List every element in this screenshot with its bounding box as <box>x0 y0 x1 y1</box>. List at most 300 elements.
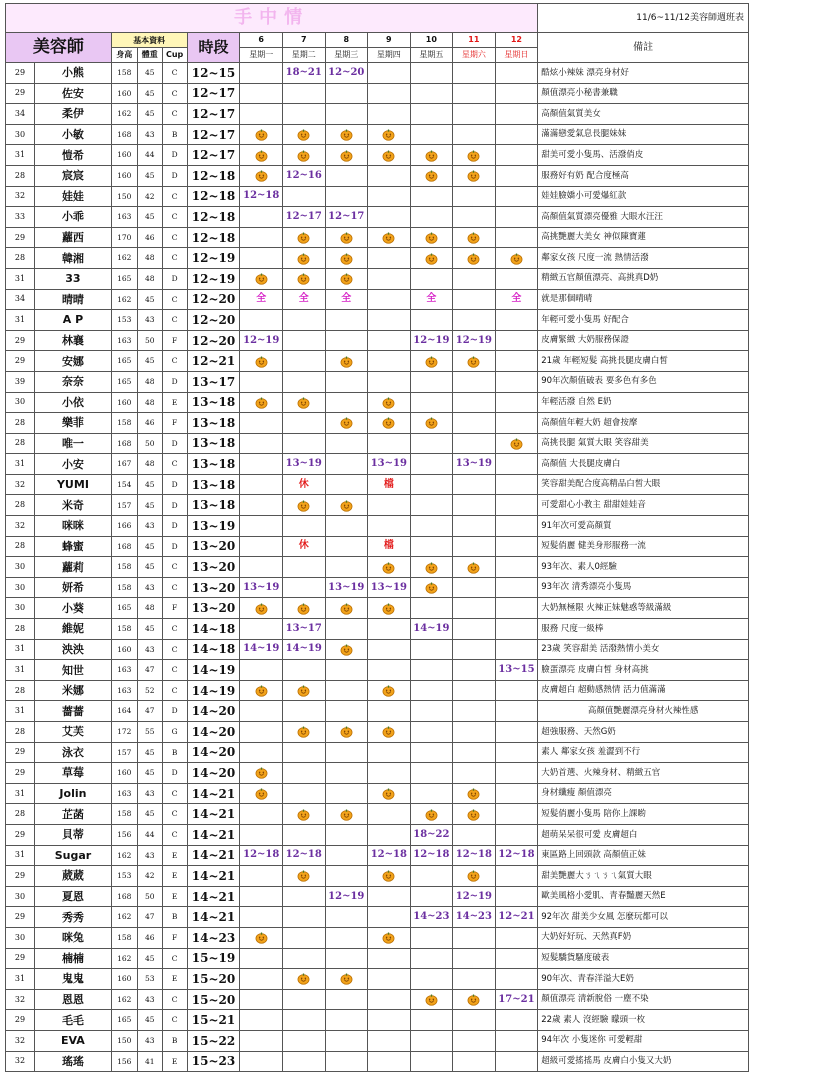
height-cell: 158 <box>111 557 137 578</box>
weight-cell: 45 <box>137 1010 162 1031</box>
shift-pumpkin-cell <box>410 557 453 578</box>
height-cell: 166 <box>111 516 137 537</box>
table-row <box>6 845 749 866</box>
shift-empty-cell <box>495 927 538 948</box>
time-cell: 14~23 <box>187 927 240 948</box>
shift-empty-cell <box>240 310 283 331</box>
height-cell: 168 <box>111 536 137 557</box>
shift-empty-cell <box>368 1051 411 1072</box>
pumpkin-icon <box>255 396 268 409</box>
table-row <box>6 474 749 495</box>
note-cell: 22歲 素人 沒經驗 矇頭一枚 <box>538 1010 749 1031</box>
age-cell: 28 <box>6 619 35 640</box>
shift-pumpkin-cell <box>453 783 496 804</box>
cup-cell: C <box>162 83 187 104</box>
pumpkin-icon <box>467 869 480 882</box>
cup-cell: C <box>162 557 187 578</box>
shift-empty-cell <box>368 989 411 1010</box>
age-cell: 29 <box>6 83 35 104</box>
pumpkin-icon <box>382 396 395 409</box>
shift-empty-cell <box>368 495 411 516</box>
shift-empty-cell <box>282 371 325 392</box>
shift-empty-cell <box>410 742 453 763</box>
shift-empty-cell <box>495 330 538 351</box>
pumpkin-icon <box>382 787 395 800</box>
name-cell: 奈奈 <box>35 371 112 392</box>
shift-empty-cell <box>240 619 283 640</box>
table-row <box>6 783 749 804</box>
name-cell: YUMI <box>35 474 112 495</box>
shift-pumpkin-cell <box>240 165 283 186</box>
cup-cell: D <box>162 495 187 516</box>
weight-cell: 43 <box>137 516 162 537</box>
shift-empty-cell <box>495 145 538 166</box>
shift-empty-cell <box>495 866 538 887</box>
shift-empty-cell <box>453 289 496 310</box>
height-cell: 165 <box>111 1010 137 1031</box>
note-cell: 歐美風格小愛肌、青春豔麗天然E <box>538 886 749 907</box>
shift-empty-cell <box>240 701 283 722</box>
cup-cell: F <box>162 413 187 434</box>
table-row <box>6 186 749 207</box>
shift-empty-cell <box>495 83 538 104</box>
table-row <box>6 824 749 845</box>
note-cell: 甜美艷麗大ㄋㄟㄋㄟ氣質大眼 <box>538 866 749 887</box>
shift-empty-cell <box>495 763 538 784</box>
note-cell: 臉蛋漂亮 皮膚白皙 身材高挑 <box>538 660 749 681</box>
pumpkin-icon <box>255 355 268 368</box>
height-cell: 162 <box>111 248 137 269</box>
shift-pumpkin-cell <box>368 598 411 619</box>
age-cell: 29 <box>6 907 35 928</box>
shift-empty-cell <box>410 866 453 887</box>
table-row <box>6 763 749 784</box>
pumpkin-icon <box>382 561 395 574</box>
time-cell: 12~19 <box>187 268 240 289</box>
pumpkin-icon <box>382 869 395 882</box>
time-header: 時段 <box>187 33 240 63</box>
shift-pumpkin-cell <box>410 227 453 248</box>
shift-empty-cell <box>453 722 496 743</box>
age-cell: 34 <box>6 289 35 310</box>
name-cell: 韓湘 <box>35 248 112 269</box>
age-cell: 32 <box>6 186 35 207</box>
note-cell: 甜美可愛小隻馬、活潑俏皮 <box>538 145 749 166</box>
shift-empty-cell <box>495 804 538 825</box>
date-header: 12 <box>495 33 538 48</box>
cup-cell: C <box>162 104 187 125</box>
cup-cell: C <box>162 619 187 640</box>
age-cell: 31 <box>6 454 35 475</box>
time-cell: 14~21 <box>187 804 240 825</box>
shift-pumpkin-cell <box>453 804 496 825</box>
time-cell: 12~19 <box>187 248 240 269</box>
name-cell: 貝蒂 <box>35 824 112 845</box>
shift-empty-cell <box>453 371 496 392</box>
shift-pumpkin-cell <box>453 557 496 578</box>
shift-pumpkin-cell <box>282 495 325 516</box>
weekday-header: 星期一 <box>240 48 283 63</box>
weight-cell: 45 <box>137 763 162 784</box>
weight-cell: 43 <box>137 989 162 1010</box>
pumpkin-icon <box>382 725 395 738</box>
shift-empty-cell <box>282 330 325 351</box>
time-cell: 13~20 <box>187 536 240 557</box>
shift-time-cell: 13~17 <box>282 619 325 640</box>
time-cell: 13~18 <box>187 495 240 516</box>
weight-cell: 42 <box>137 186 162 207</box>
height-cell: 160 <box>111 392 137 413</box>
shift-empty-cell <box>453 433 496 454</box>
shift-empty-cell <box>282 351 325 372</box>
note-cell: 服務 尺度一級棒 <box>538 619 749 640</box>
shift-empty-cell <box>453 83 496 104</box>
weight-cell: 45 <box>137 557 162 578</box>
shift-time-cell: 12~16 <box>282 165 325 186</box>
shift-time-cell: 14~19 <box>240 639 283 660</box>
height-cell: 160 <box>111 83 137 104</box>
note-cell: 鄰家女孩 尺度一流 熱情活潑 <box>538 248 749 269</box>
time-cell: 14~18 <box>187 639 240 660</box>
age-cell: 29 <box>6 63 35 84</box>
table-row <box>6 969 749 990</box>
age-cell: 28 <box>6 722 35 743</box>
shift-empty-cell <box>410 639 453 660</box>
shift-pumpkin-cell <box>282 248 325 269</box>
table-row <box>6 351 749 372</box>
note-cell: 酷炫小辣妹 漂亮身材好 <box>538 63 749 84</box>
shift-empty-cell <box>495 824 538 845</box>
shift-empty-cell <box>368 207 411 228</box>
weight-cell: 41 <box>137 1051 162 1072</box>
shift-empty-cell <box>368 186 411 207</box>
shift-pumpkin-cell <box>282 680 325 701</box>
shift-empty-cell <box>410 207 453 228</box>
weight-cell: 45 <box>137 742 162 763</box>
pumpkin-icon <box>382 128 395 141</box>
height-cell: 164 <box>111 701 137 722</box>
table-row <box>6 454 749 475</box>
shift-pumpkin-cell <box>325 413 368 434</box>
shift-empty-cell <box>368 63 411 84</box>
table-row <box>6 577 749 598</box>
pumpkin-icon <box>340 231 353 244</box>
time-cell: 13~18 <box>187 454 240 475</box>
pumpkin-icon <box>255 602 268 615</box>
table-row <box>6 289 749 310</box>
name-cell: 蘿莉 <box>35 557 112 578</box>
height-cell: 165 <box>111 371 137 392</box>
shift-empty-cell <box>453 680 496 701</box>
time-cell: 15~19 <box>187 948 240 969</box>
time-cell: 15~21 <box>187 1010 240 1031</box>
date-header: 7 <box>282 33 325 48</box>
height-cell: 163 <box>111 660 137 681</box>
shift-pumpkin-cell <box>368 227 411 248</box>
shift-pumpkin-cell <box>368 392 411 413</box>
shift-pumpkin-cell <box>453 165 496 186</box>
height-cell: 160 <box>111 969 137 990</box>
name-cell: 夏恩 <box>35 886 112 907</box>
shift-pumpkin-cell <box>240 124 283 145</box>
note-cell: 93年次 清秀漂亮小隻馬 <box>538 577 749 598</box>
weekday-header: 星期五 <box>410 48 453 63</box>
pumpkin-icon <box>340 725 353 738</box>
shift-pumpkin-cell <box>495 433 538 454</box>
age-cell: 31 <box>6 969 35 990</box>
shift-empty-cell <box>282 413 325 434</box>
height-cell: 162 <box>111 104 137 125</box>
table-row <box>6 392 749 413</box>
shift-pumpkin-cell <box>368 722 411 743</box>
shift-empty-cell <box>368 165 411 186</box>
weight-cell: 46 <box>137 227 162 248</box>
cup-cell: F <box>162 330 187 351</box>
shift-empty-cell <box>368 371 411 392</box>
pumpkin-icon <box>425 169 438 182</box>
weekday-header: 星期日 <box>495 48 538 63</box>
shift-empty-cell <box>282 763 325 784</box>
height-cell: 156 <box>111 824 137 845</box>
weight-cell: 45 <box>137 63 162 84</box>
shift-pumpkin-cell <box>368 866 411 887</box>
weight-cell: 45 <box>137 207 162 228</box>
weight-cell: 48 <box>137 598 162 619</box>
shift-empty-cell <box>240 907 283 928</box>
shift-empty-cell <box>282 948 325 969</box>
cup-cell: E <box>162 969 187 990</box>
pumpkin-icon <box>425 149 438 162</box>
shift-empty-cell <box>410 763 453 784</box>
shift-pumpkin-cell <box>325 268 368 289</box>
name-cell: 33 <box>35 268 112 289</box>
shift-empty-cell <box>325 866 368 887</box>
note-cell: 高顏值氣質漂亮優雅 大眼水汪汪 <box>538 207 749 228</box>
name-cell: 維妮 <box>35 619 112 640</box>
table-row <box>6 104 749 125</box>
table-row <box>6 1051 749 1072</box>
time-cell: 12~18 <box>187 186 240 207</box>
age-cell: 28 <box>6 804 35 825</box>
cup-cell: F <box>162 927 187 948</box>
weekday-header: 星期二 <box>282 48 325 63</box>
note-cell: 高挑艷麗大美女 神似陳寶蓮 <box>538 227 749 248</box>
cup-cell: D <box>162 165 187 186</box>
shift-empty-cell <box>495 516 538 537</box>
shift-empty-cell <box>240 248 283 269</box>
table-row <box>6 124 749 145</box>
shift-empty-cell <box>410 454 453 475</box>
shift-empty-cell <box>240 433 283 454</box>
shift-empty-cell <box>410 474 453 495</box>
age-cell: 31 <box>6 310 35 331</box>
height-cell: 160 <box>111 763 137 784</box>
cup-cell: F <box>162 598 187 619</box>
name-cell: EVA <box>35 1030 112 1051</box>
note-cell: 90年次顏值破表 要多色有多色 <box>538 371 749 392</box>
shift-note-cell: 檔 <box>368 536 411 557</box>
shift-empty-cell <box>368 330 411 351</box>
note-cell: 超級可愛搖搖馬 皮膚白小隻又大奶 <box>538 1051 749 1072</box>
shift-empty-cell <box>240 824 283 845</box>
age-cell: 31 <box>6 660 35 681</box>
page-title: 手中情 <box>6 4 538 33</box>
name-cell: 薔薔 <box>35 701 112 722</box>
shift-empty-cell <box>495 371 538 392</box>
cup-cell: C <box>162 577 187 598</box>
name-cell: 艾芙 <box>35 722 112 743</box>
shift-empty-cell <box>453 824 496 845</box>
shift-pumpkin-cell <box>410 145 453 166</box>
shift-pumpkin-cell <box>282 392 325 413</box>
schedule-table <box>5 3 749 1072</box>
pumpkin-icon <box>340 972 353 985</box>
shift-empty-cell <box>240 104 283 125</box>
time-cell: 12~15 <box>187 63 240 84</box>
shift-empty-cell <box>410 886 453 907</box>
shift-empty-cell <box>282 577 325 598</box>
pumpkin-icon <box>340 499 353 512</box>
cup-cell: C <box>162 351 187 372</box>
pumpkin-icon <box>255 787 268 800</box>
cup-cell: D <box>162 433 187 454</box>
shift-empty-cell <box>240 886 283 907</box>
shift-empty-cell <box>325 619 368 640</box>
age-cell: 29 <box>6 351 35 372</box>
shift-empty-cell <box>325 907 368 928</box>
shift-empty-cell <box>240 227 283 248</box>
shift-empty-cell <box>495 124 538 145</box>
shift-empty-cell <box>495 392 538 413</box>
shift-empty-cell <box>282 824 325 845</box>
shift-empty-cell <box>240 948 283 969</box>
note-cell: 就是那個晴晴 <box>538 289 749 310</box>
cup-cell: G <box>162 722 187 743</box>
pumpkin-icon <box>340 355 353 368</box>
time-cell: 15~22 <box>187 1030 240 1051</box>
name-cell: 宸宸 <box>35 165 112 186</box>
shift-empty-cell <box>453 1030 496 1051</box>
shift-empty-cell <box>325 83 368 104</box>
shift-empty-cell <box>495 413 538 434</box>
shift-empty-cell <box>495 680 538 701</box>
shift-empty-cell <box>453 392 496 413</box>
shift-empty-cell <box>453 310 496 331</box>
shift-empty-cell <box>453 104 496 125</box>
date-header: 6 <box>240 33 283 48</box>
height-cell: 162 <box>111 845 137 866</box>
shift-time-cell: 13~19 <box>325 577 368 598</box>
shift-pumpkin-cell <box>282 598 325 619</box>
shift-pumpkin-cell <box>410 165 453 186</box>
shift-empty-cell <box>453 742 496 763</box>
note-cell: 滿滿戀愛氣息長腿妹妹 <box>538 124 749 145</box>
weight-cell: 47 <box>137 660 162 681</box>
cup-cell: C <box>162 948 187 969</box>
shift-time-cell: 12~19 <box>410 330 453 351</box>
time-cell: 12~20 <box>187 289 240 310</box>
shift-empty-cell <box>325 948 368 969</box>
weight-cell: 46 <box>137 927 162 948</box>
height-cell: 158 <box>111 413 137 434</box>
shift-empty-cell <box>495 557 538 578</box>
shift-empty-cell <box>453 413 496 434</box>
name-cell: 恩恩 <box>35 989 112 1010</box>
shift-empty-cell <box>240 474 283 495</box>
shift-time-cell: 14~19 <box>282 639 325 660</box>
shift-pumpkin-cell <box>282 145 325 166</box>
weight-cell: 45 <box>137 495 162 516</box>
height-cell: 153 <box>111 310 137 331</box>
table-row <box>6 619 749 640</box>
table-row <box>6 63 749 84</box>
time-cell: 12~20 <box>187 330 240 351</box>
pumpkin-icon <box>297 684 310 697</box>
shift-empty-cell <box>282 660 325 681</box>
height-cell: 162 <box>111 289 137 310</box>
age-cell: 31 <box>6 268 35 289</box>
shift-empty-cell <box>495 969 538 990</box>
weight-cell: 45 <box>137 289 162 310</box>
pumpkin-icon <box>425 355 438 368</box>
age-cell: 32 <box>6 989 35 1010</box>
shift-empty-cell <box>368 248 411 269</box>
shift-empty-cell <box>325 165 368 186</box>
shift-empty-cell <box>325 557 368 578</box>
shift-empty-cell <box>282 907 325 928</box>
shift-time-cell: 12~17 <box>325 207 368 228</box>
shift-empty-cell <box>453 701 496 722</box>
shift-empty-cell <box>368 660 411 681</box>
height-header: 身高 <box>111 48 137 63</box>
shift-pumpkin-cell <box>410 989 453 1010</box>
shift-time-cell: 12~18 <box>282 845 325 866</box>
age-cell: 29 <box>6 330 35 351</box>
note-cell: 東區路上回頭款 高顏值正妹 <box>538 845 749 866</box>
weekday-header: 星期三 <box>325 48 368 63</box>
shift-time-cell: 12~17 <box>282 207 325 228</box>
cup-cell: D <box>162 474 187 495</box>
cup-cell: D <box>162 268 187 289</box>
weight-cell: 43 <box>137 1030 162 1051</box>
shift-pumpkin-cell <box>495 248 538 269</box>
table-row <box>6 680 749 701</box>
shift-pumpkin-cell <box>325 639 368 660</box>
height-cell: 158 <box>111 927 137 948</box>
shift-empty-cell <box>410 495 453 516</box>
cup-cell: E <box>162 1051 187 1072</box>
shift-empty-cell <box>282 433 325 454</box>
shift-pumpkin-cell <box>325 227 368 248</box>
shift-time-cell: 14~23 <box>410 907 453 928</box>
weight-cell: 43 <box>137 639 162 660</box>
shift-full-day-cell: 全 <box>410 289 453 310</box>
age-cell: 29 <box>6 227 35 248</box>
shift-pumpkin-cell <box>240 392 283 413</box>
shift-empty-cell <box>495 1030 538 1051</box>
shift-empty-cell <box>495 701 538 722</box>
shift-empty-cell <box>325 516 368 537</box>
cup-cell: D <box>162 763 187 784</box>
cup-cell: D <box>162 371 187 392</box>
note-cell: 顏值漂亮小秘書兼職 <box>538 83 749 104</box>
table-row <box>6 989 749 1010</box>
name-cell: 瑤瑤 <box>35 1051 112 1072</box>
shift-pumpkin-cell <box>368 680 411 701</box>
age-cell: 30 <box>6 124 35 145</box>
shift-pumpkin-cell <box>368 783 411 804</box>
weight-cell: 48 <box>137 371 162 392</box>
